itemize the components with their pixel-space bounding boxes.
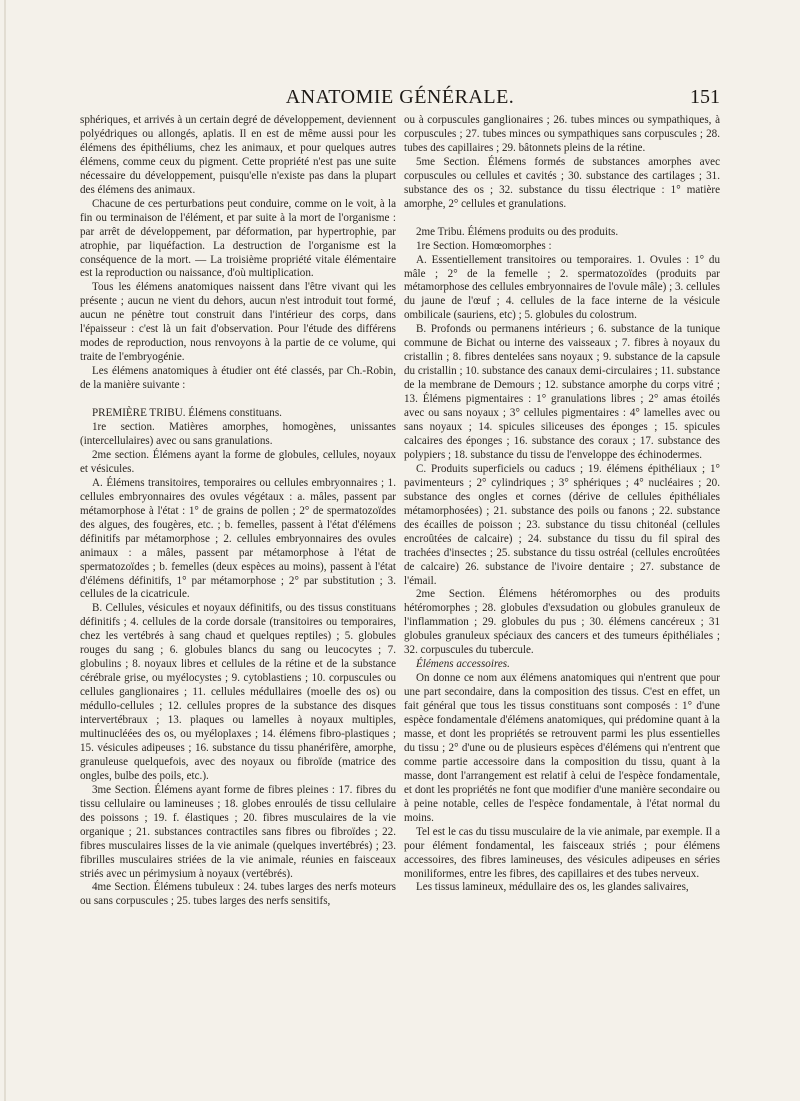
paragraph: A. Essentiellement transitoires ou temporaires. 1. Ovules : 1° du mâle ; 2° de la femelle ; 2. spermatozoïdes (produits par métamorphose des cellules embryonnaires de l'ovule mâle) ; 3. cellules du jaune de l'œuf ; 4. cellules de la face interne de la vésicule ombilicale (sauriens, etc) ; 5. globules du colostrum. — [404, 253, 720, 322]
paragraph: B. Profonds ou permanens intérieurs ; 6. substance de la tunique commune de Bichat ou interne des vaisseaux ; 7. fibres à noyaux du cristallin ; 8. fibres dentelées sans noyaux ; 9. substance de la capsule du cristallin ; 10. substance des canaux demi-circulaires ; 11. substance de la membrane de Demours ; 12. substance amorphe du corps vitré ; 13. Élémens pigmentaires : 1° granulations libres ; 2° amas étoilés avec ou sans noyaux ; 3° cellules pigmentaires : 4° lamelles avec ou sans noyaux ; 14. spicules siliceuses des éponges ; 15. spicules calcaires des éponges ; 16. substance des coraux ; 17. substance des polypiers ; 18. substance du tissu de l'enveloppe des échinodermes. — [404, 323, 720, 461]
page-edge — [4, 0, 6, 1101]
paragraph: Tel est le cas du tissu musculaire de la vie animale, par exemple. Il a pour élément fondamental, les faisceaux striés ; pour élémens accessoires, des fibres lamineuses, des vésicules adipeuses en séries moniliformes, entre les fibres, des capillaires et des tubes nerveux. — [404, 825, 720, 880]
paragraph: C. Produits superficiels ou caducs ; 19. élémens épithéliaux ; 1° pavimenteurs ; 2° cylindriques ; 3° sphériques ; 4° nucléaires ; 20. substance des ongles et cornes (dérive de cellules épithéliales métamorphosées) ; 21. substance des poils ou fanons ; 22. substance des écailles de poisson ; 23. substance du tissu chitonéal (cellules encroûtées de calcaire) ; 24. substance du tissu du fil spiral des trachées d'insectes ; 25. substance du tissu ostréal (cellules encroûtées de calcaire) 26. substance de l'ivoire dentaire ; 27. substance de l'émail. — [404, 462, 720, 587]
paragraph: Les tissus lamineux, médullaire des os, les glandes salivaires, — [416, 881, 689, 894]
section-heading-deuxieme-tribu: 2me Tribu. Élémens produits ou des produits. — [416, 225, 619, 238]
left-column — [80, 114, 396, 909]
subheading-elemens-accessoires: Élémens accessoires. — [416, 658, 510, 671]
page-header — [80, 86, 720, 110]
paragraph: ou à corpuscules ganglionaires ; 26. tubes minces ou sympathiques, à corpuscules ; 27. tubes minces ou sympathiques sans corpuscules ; 28. tubes des capillaires ; 29. bâtonnets pleins de la rétine. — [404, 114, 720, 154]
paragraph: Tous les élémens anatomiques naissent dans l'être vivant qui les présente ; aucun ne vient du dehors, aucun n'est introduit tout formé, aucun ne pénètre tout construit dans l'intérieur des corps, dans l'épaisseur : c'est là un fait d'observation. Pour l'étude des différens modes de reproduction, nous renvoyons à la partie de ce volume, qui traite de l'embryogénie. — [80, 281, 396, 364]
paragraph: Chacune de ces perturbations peut conduire, comme on le voit, à la fin ou terminaison de l'élément, et par suite à la mort de l'organisme : par arrêt de développement, par déformation, par hypertrophie, par atrophie, par liquéfaction. La destruction de l'organisme est la conséquence de la mort. — La troisième propriété vitale élémentaire est la reproduction ou naissance, d'où multiplication. — [80, 197, 396, 280]
paragraph: 2me Section. Élémens hétéromorphes ou des produits hétéromorphes ; 28. globules d'exsudation ou globules granuleux de l'inflammation ; 29. globules du pus ; 30. élémens cancéreux ; 31 globules granuleux spéciaux des cancers et des tumeurs épithéliales ; 32. corpuscules du tubercule. — [404, 588, 720, 657]
paragraph: 5me Section. Élémens formés de substances amorphes avec corpuscules ou cellules et cavités ; 30. substance des cartilages ; 31. substance des os ; 32. substance du tissu électrique : 1° matière amorphe, 2° cellules et granulations. — [404, 155, 720, 210]
paragraph: A. Élémens transitoires, temporaires ou cellules embryonnaires ; 1. cellules embryonnaires des ovules végétaux : a. mâles, passent par métamorphose à l'état : 1° de grains de pollen ; 2° de spermatozoïdes des algues, des fougères, etc. ; b. femelles, passent à l'état d'élémens définitifs par métamorphose ; 2. cellules embryonnaires des ovules animaux : a mâles, passent par métamorphose à l'état de spermatozoïdes ; b. femelles (deux espèces au moins), passent à l'état d'élémens définitifs, 1° par métamorphose ; 2° par substitution ; 3. cellules de la cicatricule. — [80, 476, 396, 601]
running-title: ANATOMIE GÉNÉRALE. — [285, 86, 515, 108]
paragraph: On donne ce nom aux élémens anatomiques qui n'entrent que pour une part secondaire, dans la composition des tissus. C'est en effet, un fait général que tous les tissus constituans sont composés : 1° d'une espèce fondamentale d'élémens anatomiques, qui prédomine quant à la masse, et dont les propriétés se retrouvent parmi les plus essentielles du tissu ; 2° d'une ou de plusieurs espèces d'élémens qui n'entrent que comme partie accessoire dans la composition du tissu, quant à la masse, dont l'arrangement est relatif à celui de l'espèce fondamentale, et dont les propriétés ne font que modifier d'une manière secondaire ou à peine notable, celles de l'espèce fondamentale, à l'état normal du moins. — [404, 672, 720, 824]
paragraph: 2me section. Élémens ayant la forme de globules, cellules, noyaux et vésicules. — [80, 448, 396, 475]
paragraph: 1re section. Matières amorphes, homogènes, unissantes (intercellulaires) avec ou sans granulations. — [80, 421, 396, 447]
right-column — [404, 114, 720, 895]
page-number: 151 — [690, 86, 720, 108]
paragraph: 3me Section. Élémens ayant forme de fibres pleines : 17. fibres du tissu cellulaire ou lamineuses ; 18. globes enroulés de tissu cellulaire des poissons ; 19. f. élastiques ; 20. fibres musculaires de la vie organique ; 21. substances contractiles sans fibres ou fibroïdes ; 22. fibres musculaires lisses de la vie animale (quelques invertébrés) ; 23. fibrilles musculaires striées de la vie animale, réunies en faisceaux striés avec un périmysium à noyaux (vertébrés). — [80, 783, 396, 880]
paragraph: B. Cellules, vésicules et noyaux définitifs, ou des tissus constituans définitifs ; 4. cellules de la corde dorsale (transitoires ou temporaires, chez les vertébrés à sang chaud et quelques reptiles) ; 5. globules rouges du sang ; 6. globules blancs du sang ou leucocytes ; 7. globulins ; 8. noyaux libres et cellules de la rétine et de la substance cérébrale grise, ou myélocystes ; 9. cytoblastiens ; 10. corpuscules ou cellules ganglionaires ; 11. cellules médullaires (moelle des os) ou médullo-cellules ; 12. cellules propres de la substance des disques intervertébraux ; 13. plaques ou lamelles à noyaux multiples, multinucléées des os, ou myéloplaxes ; 14. élémens fibro-plastiques ; 15. vésicules adipeuses ; 16. substance du tissu phanérifère, amorphe, granuleuse quelquefois, avec des noyaux ou fibroïde (matrice des ongles, bulbe des poils, etc.). — [80, 602, 396, 782]
paragraph: 1re Section. Homœomorphes : — [416, 239, 552, 252]
section-heading-premiere-tribu: PREMIÈRE TRIBU. Élémens constituans. — [92, 407, 282, 420]
paragraph: sphériques, et arrivés à un certain degré de développement, deviennent polyédriques ou allongés, aplatis. Il en est de même aussi pour les élémens des épithéliums, chez les animaux, et pour quelques autres élémens, comme ceux du pigment. Cette propriété n'est pas une suite nécessaire du développement, puisqu'elle n'existe pas dans la plupart des élémens des animaux. — [80, 114, 396, 196]
paragraph: 4me Section. Élémens tubuleux : 24. tubes larges des nerfs moteurs ou sans corpuscules ; 25. tubes larges des nerfs sensitifs, — [80, 881, 396, 908]
paragraph: Les élémens anatomiques à étudier ont été classés, par Ch.-Robin, de la manière suivante : — [80, 365, 396, 392]
